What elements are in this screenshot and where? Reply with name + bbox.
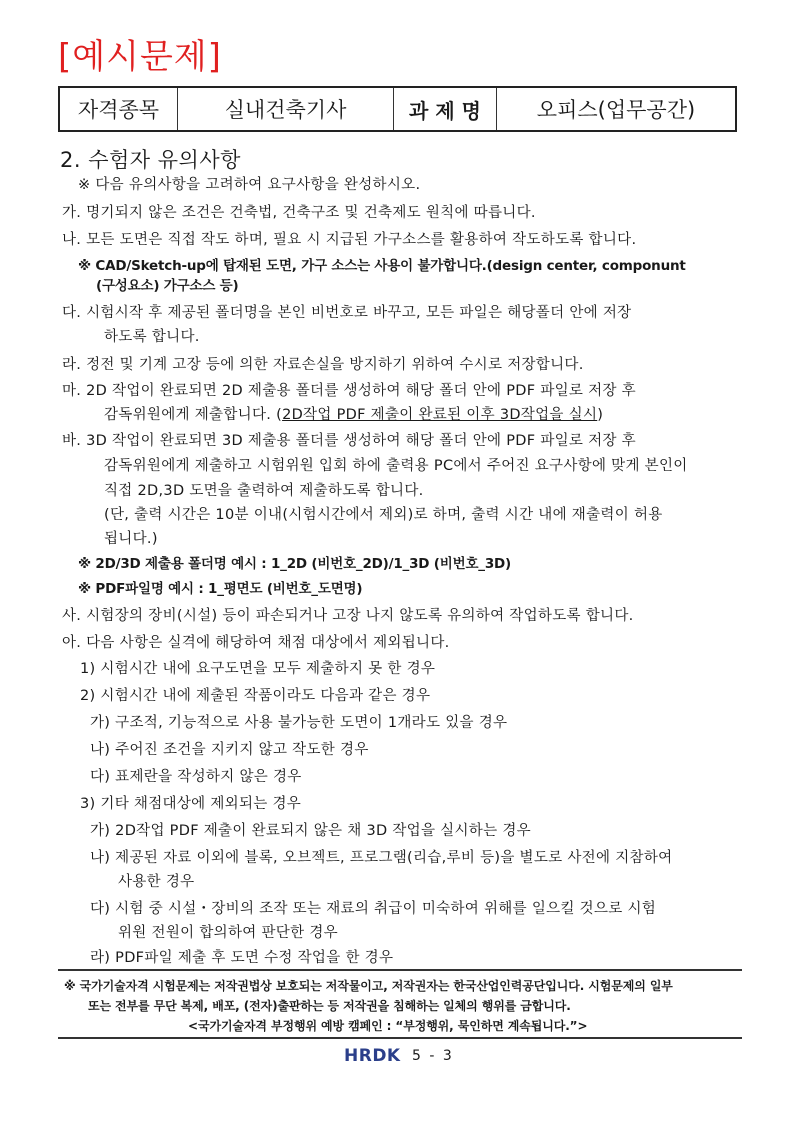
sample-label: [예시문제] [58, 37, 222, 77]
list-item: 라) PDF파일 제출 후 도면 수정 작업을 한 경우 [90, 950, 394, 966]
list-item: 감독위원에게 제출하고 시험위원 입회 하에 출력용 PC에서 주어진 요구사항에 맞게 본인이 [104, 458, 688, 474]
list-item: (단, 출력 시간은 10분 이내(시험시간에서 제외)로 하며, 출력 시간 내에 재출력이 허용 [104, 507, 663, 523]
hrdk-logo: HRDK [344, 1046, 401, 1066]
list-item: 다. 시험시작 후 제공된 폴더명을 본인 비번호로 바꾸고, 모든 파일은 해당폴더 안에 저장 [62, 305, 632, 321]
list-item: 2) 시험시간 내에 제출된 작품이라도 다음과 같은 경우 [80, 688, 431, 704]
list-item: 1) 시험시간 내에 요구도면을 모두 제출하지 못 한 경우 [80, 661, 436, 677]
list-item: 됩니다.) [104, 531, 158, 547]
list-item: 직접 2D,3D 도면을 출력하여 제출하도록 합니다. [104, 483, 424, 499]
list-item: 가) 구조적, 기능적으로 사용 불가능한 도면이 1개라도 있을 경우 [90, 715, 508, 731]
note-line: ※ 2D/3D 제출용 폴더명 예시 : 1_2D (비번호_2D)/1_3D (비번호_3D) [78, 556, 512, 572]
list-item: 사용한 경우 [118, 874, 195, 890]
list-item: 아. 다음 사항은 실격에 해당하여 채점 대상에서 제외됩니다. [62, 635, 450, 651]
note-line: (구성요소) 가구소스 등) [96, 278, 239, 294]
list-item: 나) 주어진 조건을 지키지 않고 작도한 경우 [90, 742, 369, 758]
note-line: ※ PDF파일명 예시 : 1_평면도 (비번호_도면명) [78, 581, 363, 597]
note-line: ※ 다음 유의사항을 고려하여 요구사항을 완성하시오. [78, 177, 421, 193]
copyright-line: ※ 국가기술자격 시험문제는 저작권법상 보호되는 저작물이고, 저작권자는 한국산업인력공단입니다. 시험문제의 일부 [64, 979, 673, 993]
copyright-notice [58, 969, 742, 1039]
list-item: 바. 3D 작업이 완료되면 3D 제출용 폴더를 생성하여 해당 폴더 안에 PDF 파일로 저장 후 [62, 433, 636, 449]
list-item: 라. 정전 및 기계 고장 등에 의한 자료손실을 방지하기 위하여 수시로 저장합니다. [62, 357, 584, 373]
page-number: 5 - 3 [412, 1048, 454, 1064]
list-item: 하도록 합니다. [104, 329, 200, 345]
list-item: 다) 시험 중 시설・장비의 조작 또는 재료의 취급이 미숙하여 위해를 일으킬 것으로 시험 [90, 901, 657, 917]
list-item: 가) 2D작업 PDF 제출이 완료되지 않은 채 3D 작업을 실시하는 경우 [90, 823, 531, 839]
text-segment: 감독위원에게 제출합니다. ( [104, 407, 283, 423]
list-item: 다) 표제란을 작성하지 않은 경우 [90, 769, 302, 785]
list-item: 나) 제공된 자료 이외에 블록, 오브젝트, 프로그램(리습,루비 등)을 별도로 사전에 지참하여 [90, 850, 673, 866]
list-item: 마. 2D 작업이 완료되면 2D 제출용 폴더를 생성하여 해당 폴더 안에 PDF 파일로 저장 후 [62, 383, 636, 399]
info-table [58, 86, 737, 132]
qualification-value: 실내건축기사 [178, 87, 394, 131]
qualification-label: 자격종목 [59, 87, 178, 131]
list-item: 사. 시험장의 장비(시설) 등이 파손되거나 고장 나지 않도록 유의하여 작업하도록 합니다. [62, 608, 634, 624]
list-item: 나. 모든 도면은 직접 작도 하며, 필요 시 지급된 가구소스를 활용하여 작도하도록 합니다. [62, 232, 637, 248]
task-value: 오피스(업무공간) [497, 87, 737, 131]
note-line: ※ CAD/Sketch-up에 탑재된 도면, 가구 소스는 사용이 불가합니다.(design center, componunt [78, 258, 686, 274]
list-item: 위원 전원이 합의하여 판단한 경우 [118, 925, 338, 941]
text-segment: ) [597, 407, 604, 423]
section-heading: 2. 수험자 유의사항 [60, 148, 241, 172]
list-item [104, 408, 603, 423]
list-item: 3) 기타 채점대상에 제외되는 경우 [80, 796, 302, 812]
copyright-line: 또는 전부를 무단 복제, 배포, (전자)출판하는 등 저작권을 침해하는 일체의 행위를 금합니다. [88, 999, 571, 1013]
task-label: 과 제 명 [394, 87, 497, 131]
campaign-line: <국가기술자격 부정행위 예방 캠페인 : “부정행위, 묵인하면 계속됩니다.”> [188, 1019, 588, 1033]
list-item: 가. 명기되지 않은 조건은 건축법, 건축구조 및 건축제도 원칙에 따릅니다. [62, 205, 536, 221]
underlined-text: 2D작업 PDF 제출이 완료된 이후 3D작업을 실시 [282, 407, 598, 423]
